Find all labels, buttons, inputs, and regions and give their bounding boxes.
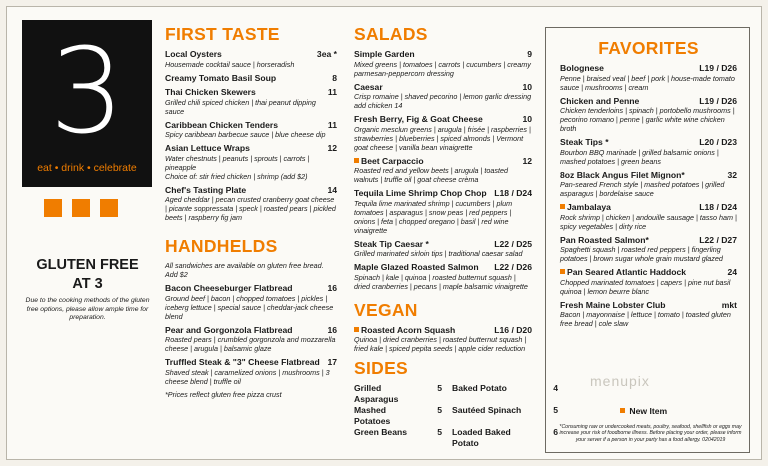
menu-item: [354, 239, 532, 259]
menu-item-description: Grilled chili spiced chicken | thai peanut dipping sauce: [165, 97, 316, 116]
side-price: 5: [553, 405, 558, 415]
salads-list: [354, 49, 532, 291]
menu-item-name: [354, 156, 424, 167]
menu-item-header: [354, 188, 532, 199]
menu-item-price: 16: [327, 283, 337, 293]
menu-item-header: [165, 120, 337, 131]
menu-item-description: Mixed greens | tomatoes | carrots | cucumbers | creamy parmesan-peppercorn dressing: [354, 59, 531, 78]
menu-item-header: [165, 49, 337, 60]
first-taste-list: [165, 49, 337, 222]
menu-item-price: 11: [327, 119, 337, 130]
legend-label: New Item: [629, 406, 668, 416]
menu-item-name-text: Bolognese: [560, 63, 604, 73]
gf-title-line2: AT 3: [72, 276, 103, 292]
menu-item-name: [560, 235, 649, 246]
vegan-list: [354, 325, 532, 354]
menu-item-header: [560, 137, 737, 148]
menu-item-name: [354, 325, 455, 336]
watermark: menupix: [590, 373, 650, 389]
menu-item-name: [560, 300, 666, 311]
menu-item-price: L22 / D25: [494, 238, 532, 249]
menu-item-description: Spicy caribbean barbecue sauce | blue cheese dip: [165, 130, 326, 139]
menu-item-name: [354, 262, 479, 273]
brand-number: 3: [49, 22, 125, 160]
side-price: 5: [437, 427, 442, 437]
menu-item-price: L16 / D20: [494, 324, 532, 335]
menu-item-name-text: Thai Chicken Skewers: [165, 87, 256, 97]
first-taste-title: FIRST TASTE: [165, 24, 280, 44]
menu-item-price: L19 / D26: [699, 63, 737, 73]
menu-item-price: 10: [522, 114, 532, 124]
new-item-mark-icon: [354, 158, 359, 163]
menu-item-description: Roasted pears | crumbled gorgonzola and mozzarella cheese | arugula | balsamic glaze: [165, 335, 336, 353]
menu-item-name-text: Asian Lettuce Wraps: [165, 143, 250, 153]
menu-item-name-text: Steak Tip Caesar *: [354, 238, 429, 249]
menu-item-name-text: 8oz Black Angus Filet Mignon*: [560, 169, 685, 180]
menu-item-description: Bourbon BBQ marinade | grilled balsamic onions | mashed potatoes | green beans: [560, 147, 719, 166]
menu-item-header: [165, 87, 337, 98]
menu-item-description: Shaved steak | caramelized onions | mushrooms | 3 cheese blend | truffle oil: [165, 367, 330, 386]
menu-item-header: [354, 156, 532, 167]
menu-item: [560, 96, 737, 134]
menu-item: [165, 73, 337, 84]
handhelds-list: [165, 283, 337, 386]
legend: [620, 406, 667, 416]
menu-item: [165, 87, 337, 116]
menu-item-price: 24: [727, 267, 737, 277]
menu-item-price: 12: [522, 155, 532, 166]
salads-title: SALADS: [354, 24, 428, 44]
gluten-free-title: [20, 256, 155, 294]
menu-item-description: Chopped marinated tomatoes | capers | pine nut basil quinoa | lemon beurre blanc: [560, 277, 731, 296]
menu-item-header: [560, 235, 737, 246]
menu-item-price: 11: [327, 87, 337, 97]
handhelds-note: All sandwiches are available on gluten free bread. Add $2: [165, 261, 324, 279]
menu-item-name: [165, 120, 278, 131]
gluten-free-note: Due to the cooking methods of the gluten free options, please allow ample time for preparation.: [25, 297, 150, 322]
menu-item-description: Pan-seared French style | mashed potatoes | grilled asparagus | bordelaise sauce: [560, 180, 725, 198]
menu-item-price: 3ea *: [316, 49, 337, 59]
menu-item-header: [354, 49, 532, 60]
menu-item-name-text: Maple Glazed Roasted Salmon: [354, 262, 479, 272]
menu-item-price: 12: [327, 143, 337, 153]
menu-item-name-text: Pan Seared Atlantic Haddock: [567, 267, 687, 277]
menu-item-header: [560, 170, 737, 181]
side-price: 4: [553, 383, 558, 393]
side-name: Mashed Potatoes: [354, 405, 391, 426]
menu-item-name-text: Fresh Maine Lobster Club: [560, 299, 666, 310]
menu-item-name: [354, 239, 429, 250]
menu-item-name: [354, 188, 487, 199]
menu-item-description: Chicken tenderloins | spinach | portobello mushrooms | pecorino romano | penne | garlic white wine chicken broth: [560, 106, 735, 133]
side-price: 6: [553, 427, 558, 437]
menu-item: [560, 63, 737, 92]
menu-item-header: [560, 63, 737, 74]
brand-logo: [22, 20, 152, 187]
menu-item-name-text: Pan Roasted Salmon*: [560, 234, 649, 245]
new-item-mark-icon: [354, 327, 359, 332]
side-name: Green Beans: [354, 427, 408, 437]
handhelds-title: HANDHELDS: [165, 236, 278, 256]
side-name: Loaded Baked Potato: [452, 427, 511, 448]
menu-item-price: 16: [327, 324, 337, 335]
square-icon: [72, 199, 90, 217]
menu-item-name-text: Steak Tips *: [560, 137, 609, 147]
menu-item-description: Choice of: stir fried chicken | shrimp (add $2): [165, 171, 308, 181]
menu-item-name-text: Jambalaya: [567, 202, 611, 212]
menu-item-name: [165, 143, 250, 154]
sides-grid: [354, 383, 558, 449]
menu-item-price: L19 / D26: [699, 95, 737, 106]
menu-item: [165, 143, 337, 181]
menu-item-name: [165, 357, 320, 368]
menu-item: [560, 137, 737, 166]
menu-item-name-text: Caribbean Chicken Tenders: [165, 119, 279, 130]
decor-squares: [44, 199, 118, 217]
menu-item-name: [560, 137, 609, 148]
menu-item: [354, 262, 532, 291]
menu-item-description: Roasted red and yellow beets | arugula | toasted walnuts | truffle oil | goat cheese crèma: [354, 166, 508, 184]
menu-item-header: [165, 143, 337, 154]
menu-item-name: [354, 114, 483, 125]
menu-item-description: Ground beef | bacon | chopped tomatoes | pickles | iceberg lettuce | special sauce | cheddar-jack cheese blend: [165, 293, 334, 321]
menu-item-header: [165, 73, 337, 84]
menu-item-price: mkt: [721, 299, 737, 310]
menu-item-name-text: Truffled Steak & "3" Cheese Flatbread: [165, 357, 320, 367]
menu-item-name-text: Tequila Lime Shrimp Chop Chop: [354, 188, 487, 198]
menu-item: [165, 283, 337, 321]
menu-item-name-text: Pear and Gorgonzola Flatbread: [165, 324, 293, 335]
menu-item-header: [165, 185, 337, 196]
menu-item-header: [165, 325, 337, 336]
menu-item-description: Tequila lime marinated shrimp | cucumbers | plum tomatoes | asparagus | snow peas | red peppers | onions | feta | chopped oregano | basil | red wine vinaigrette: [354, 198, 513, 235]
menu-item-header: [560, 202, 737, 213]
side-price: 5: [437, 383, 442, 393]
menu-item-name-text: Simple Garden: [354, 49, 415, 59]
menu-item-name: [354, 82, 383, 93]
menu-item: [560, 267, 737, 296]
favorites-inner: [546, 28, 749, 328]
menu-item-price: 17: [327, 357, 337, 367]
menu-item-name: [560, 170, 685, 181]
menu-item: [354, 188, 532, 235]
menu-item-header: [354, 239, 532, 250]
menu-item-header: [165, 357, 337, 368]
disclaimer: *Consuming raw or undercooked meats, poultry, seafood, shellfish or eggs may increase your risk of foodborne illness. Before placing your order, please inform your server if a person in your party has a food allergy. 02042019: [559, 424, 742, 443]
menu-item-price: L18 / D24: [699, 202, 737, 212]
new-item-mark-icon: [560, 269, 565, 274]
menu-item-name-text: Chicken and Penne: [560, 95, 640, 106]
vegan-title: VEGAN: [354, 299, 418, 320]
menu-item-description: Rock shrimp | chicken | andouille sausage | tasso ham | spicy vegetables | dirty rice: [560, 212, 737, 231]
menu-item-name-text: Chef's Tasting Plate: [165, 184, 247, 195]
menu-item-description: Crisp romaine | shaved pecorino | lemon garlic dressing add chicken 14: [354, 92, 532, 110]
menu-item-name: [560, 202, 611, 213]
favorites-list: [560, 63, 737, 328]
menu-item: [354, 114, 532, 152]
new-item-mark-icon: [560, 204, 565, 209]
side-name: Sautéed Spinach: [452, 405, 522, 415]
menu-item-description: Organic mesclun greens | arugula | frisée | raspberries | strawberries | blueberries | spiced almonds | Vermont goat cheese | vanilla bean vinaigrette: [354, 124, 531, 152]
menu-item-description: Bacon | mayonnaise | lettuce | tomato | toasted gluten free bread | cole slaw: [560, 310, 731, 328]
gf-title-line1: GLUTEN FREE: [36, 257, 139, 273]
menu-item-price: L22 / D26: [494, 262, 532, 272]
menu-item-price: 10: [522, 81, 532, 92]
menu-item-name: [560, 63, 604, 74]
favorites-box: [545, 27, 750, 453]
menu-item-header: [354, 325, 532, 336]
menu-item: [165, 185, 337, 223]
menu-item: [165, 325, 337, 354]
menu-item-price: 8: [332, 72, 337, 83]
menu-item-name: [165, 185, 246, 196]
menu-item-name-text: Bacon Cheeseburger Flatbread: [165, 283, 293, 293]
menu-item-header: [354, 262, 532, 273]
sides-title: SIDES: [354, 358, 409, 378]
menu-item: [165, 49, 337, 69]
brand-tagline: eat • drink • celebrate: [37, 162, 137, 174]
menu-item-name-text: Creamy Tomato Basil Soup: [165, 72, 277, 83]
new-item-mark-icon: [620, 408, 625, 413]
menu-item-header: [560, 96, 737, 107]
menu-item-name: [354, 49, 415, 60]
menu-item-price: L20 / D23: [699, 137, 737, 147]
menu-item: [354, 82, 532, 111]
menu-item-name-text: Beet Carpaccio: [361, 155, 424, 166]
menu-item-price: 9: [527, 49, 532, 59]
side-name: Grilled Asparagus: [354, 383, 399, 404]
side-price: 5: [437, 405, 442, 415]
menu-item: [354, 325, 532, 354]
menu-item-price: 32: [727, 169, 737, 180]
square-icon: [100, 199, 118, 217]
side-name: Baked Potato: [452, 383, 507, 393]
menu-item-description: Quinoa | dried cranberries | roasted butternut squash | fried kale | spiced pepita seeds | apple cider reduction: [354, 335, 527, 353]
menu-item-header: [560, 267, 737, 278]
menu-item: [560, 300, 737, 329]
menu-item-description: Spinach | kale | quinoa | roasted butternut squash | dried cranberries | pecans | maple balsamic vinaigrette: [354, 272, 528, 291]
menu-item-name: [165, 283, 293, 294]
menu-item-description: Spaghetti squash | roasted red peppers | fingerling potatoes | brown sugar whole grain mustard glazed: [560, 245, 723, 263]
menu-item-description: Penne | braised veal | beef | pork | house-made tomato sauce | mushrooms | cream: [560, 73, 735, 92]
menu-item: [354, 49, 532, 78]
menu-item-name-text: Fresh Berry, Fig & Goat Cheese: [354, 114, 483, 124]
menu-item: [165, 120, 337, 140]
menu-item-header: [354, 82, 532, 93]
menu-item-name: [165, 325, 293, 336]
menu-item-description: Housemade cocktail sauce | horseradish: [165, 59, 295, 69]
menu-item-name: [165, 87, 256, 98]
handhelds-footnote: *Prices reflect gluten free pizza crust: [165, 389, 282, 399]
menu-item-name: [560, 96, 639, 107]
menu-item: [560, 235, 737, 264]
menu-item-header: [354, 114, 532, 125]
menu-item-header: [165, 283, 337, 294]
menu-item-description: Grilled marinated sirloin tips | traditional caesar salad: [354, 249, 523, 258]
favorites-title: FAVORITES: [598, 38, 699, 58]
menu-item-name: [165, 49, 222, 60]
menu-item-description: Water chestnuts | peanuts | sprouts | carrots | pineapple: [165, 153, 310, 172]
menu-item-name-text: Local Oysters: [165, 49, 222, 59]
menu-item-name-text: Roasted Acorn Squash: [361, 324, 456, 335]
menu-item: [165, 357, 337, 386]
col-middle: [354, 24, 558, 449]
menu-item-price: L22 / D27: [699, 234, 737, 245]
menu-item-description: Aged cheddar | pecan crusted cranberry goat cheese | picante soppressata | speck | roasted pears | pickled beets | raspberry fig jam: [165, 195, 336, 222]
menu-item-name: [165, 73, 276, 84]
square-icon: [44, 199, 62, 217]
menu-item: [354, 156, 532, 185]
menu-item-name-text: Caesar: [354, 81, 383, 92]
menu-item: [560, 202, 737, 231]
menu-item-name: [560, 267, 686, 278]
menu-item-price: L18 / D24: [494, 188, 532, 198]
menu-item: [560, 170, 737, 199]
col-left: [165, 24, 337, 403]
menu-item-price: 14: [327, 184, 337, 195]
menu-item-header: [560, 300, 737, 311]
